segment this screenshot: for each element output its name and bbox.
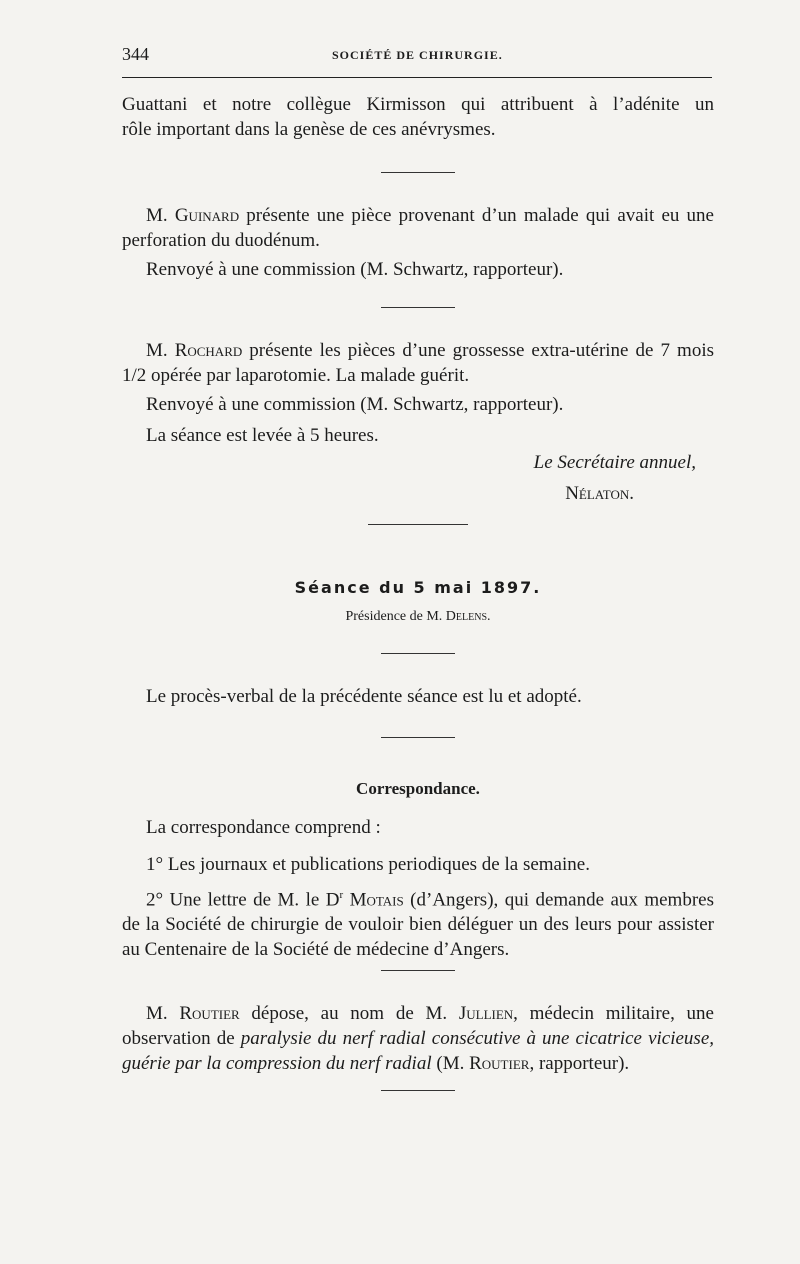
para-rochard: [122, 338, 714, 388]
author-name: Motais: [343, 889, 404, 911]
header-rule: [122, 77, 712, 78]
corr-item-2: [122, 883, 714, 962]
superscript: r: [339, 889, 344, 901]
page-body: [122, 92, 714, 1091]
author-name: M. Guinard: [146, 205, 240, 226]
author-name: M. Rochard: [146, 340, 243, 361]
signature-title: Le Secrétaire annuel,: [533, 452, 696, 473]
para-text: , médecin militaire, une observation de: [122, 1003, 714, 1050]
para-continued-line2: rôle important dans la genèse de ces anévrysmes.: [122, 119, 496, 140]
para-continued-line1: Guattani et notre collègue Kirmisson qui attribuent à l’adénite un: [122, 94, 714, 115]
presidence: [122, 604, 714, 629]
signature-name: Nélaton.: [565, 483, 634, 504]
corr-intro: La correspondance comprend :: [146, 817, 381, 838]
para-text: présente les pièces d’une grossesse extra-utérine de 7 mois 1/2 opérée par laparotomie. La malade guérit.: [122, 340, 715, 386]
corr-item-1: 1° Les journaux et publications periodiques de la semaine.: [146, 854, 590, 875]
page-number: 344: [122, 44, 149, 64]
para-guinard: [122, 203, 714, 253]
author-name: Routier: [469, 1053, 530, 1075]
para-text: , rapporteur).: [529, 1053, 630, 1075]
author-name: Jullien: [458, 1003, 514, 1025]
para-routier: [122, 1001, 714, 1076]
para-text: présente une pièce provenant d’un malade qui avait eu une perforation du duodénum.: [122, 205, 714, 251]
presidence-label: Présidence de M.: [345, 609, 446, 624]
renvoi-guinard: Renvoyé à une commission (M. Schwartz, rapporteur).: [146, 259, 564, 280]
italic-title: paralysie du nerf radial consécutive à une cicatrice vicieuse, guérie par la compression du nerf radial: [122, 1028, 714, 1075]
para-text: dépose, au nom de M.: [239, 1003, 459, 1025]
item-text: 2° Une lettre de M. le D: [146, 889, 340, 911]
section-heading: Correspondance.: [356, 779, 480, 798]
author-name: M. Routier: [146, 1003, 240, 1025]
running-title: SOCIÉTÉ DE CHIRURGIE.: [332, 48, 503, 62]
presidence-name: Delens.: [445, 609, 491, 624]
seance-title: Séance du 5 mai 1897.: [294, 578, 542, 597]
seance-levee: La séance est levée à 5 heures.: [146, 425, 379, 446]
separator-rule: [381, 1090, 455, 1091]
para-text: (M.: [431, 1053, 470, 1075]
renvoi-rochard: Renvoyé à une commission (M. Schwartz, rapporteur).: [146, 394, 564, 415]
page-header: [122, 44, 712, 74]
proces-verbal: Le procès-verbal de la précédente séance est lu et adopté.: [146, 686, 582, 707]
item-text: (d’Angers), qui demande aux membres de la Société de chirurgie de vouloir bien déléguer un des leurs pour assister au Centenaire de la Société de médecine d’Angers.: [122, 889, 714, 961]
